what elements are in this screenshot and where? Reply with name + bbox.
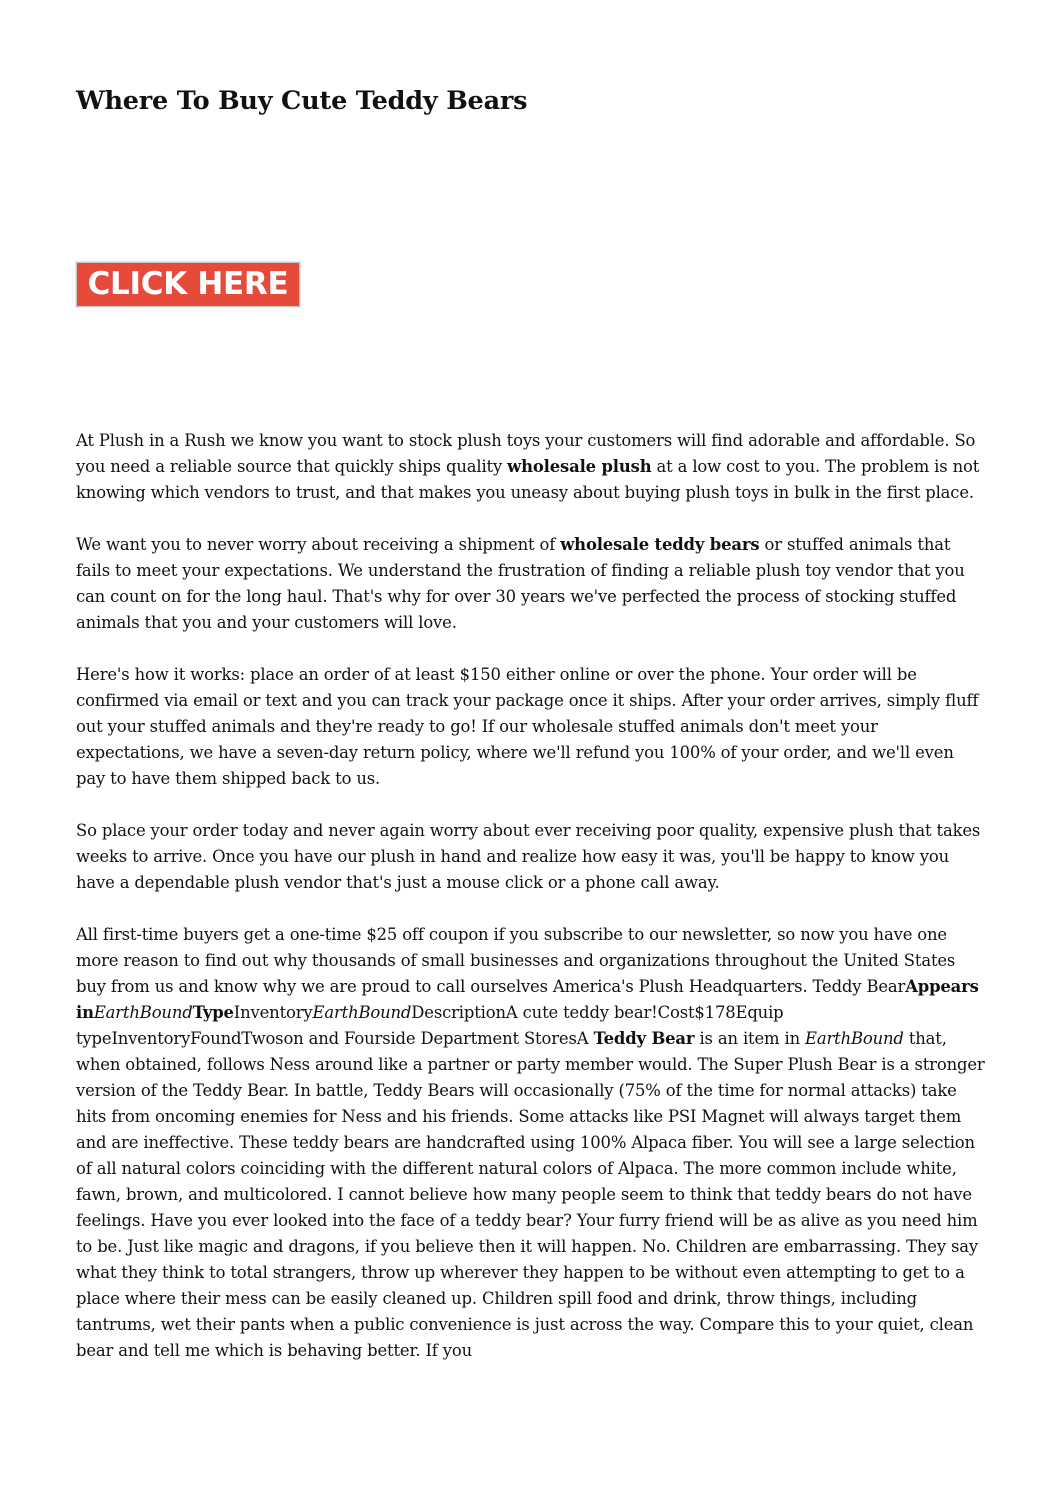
italic-text: EarthBound	[805, 1029, 904, 1048]
bold-text: Teddy Bear	[593, 1029, 695, 1048]
text-run: that, when obtained, follows Ness around like a partner or party member would. The Super Plush Bear is a stronger version of the Teddy Bear. In battle, Teddy Bears will occasionally (75% of the time for normal attacks) take hits from oncoming enemies for Ness and his friends. Some attacks like PSI Magnet will always target them and are ineffective. These teddy bears are handcrafted using 100% Alpaca fiber. You will see a large selection of all natural colors coinciding with the different natural colors of Alpaca. The more common include white, fawn, brown, and multicolored. I cannot believe how many people seem to think that teddy bears do not have feelings. Have you ever looked into the face of a teddy bear? Your furry friend will be as alive as you need him to be. Just like magic and dragons, if you believe then it will happen. No. Children are embarrassing. They say what they think to total strangers, throw up wherever they happen to be without even attempting to get to a place where their mess can be easily cleaned up. Children spill food and drink, throw things, including tantrums, wet their pants when a public convenience is just across the way. Compare this to your quiet, clean bear and tell me which is behaving better. If you	[76, 1029, 985, 1360]
text-run: Here's how it works: place an order of at least $150 either online or over the phone. Your order will be confirmed via email or text and you can track your package once it ships. After your order arrives, simply fluff out your stuffed animals and they're ready to go! If our wholesale stuffed animals don't meet your expectations, we have a seven-day return policy, where we'll refund you 100% of your order, and we'll even pay to have them shipped back to us.	[76, 665, 979, 788]
text-run: DescriptionA cute teddy bear!Cost$178Equip typeInventoryFoundTwoson and Fourside Department StoresA	[76, 1003, 784, 1048]
text-run: At Plush in a Rush we know you want to stock plush toys your customers will find adorable and affordable. So you need a reliable source that quickly ships quality	[76, 431, 976, 476]
paragraph-5	[76, 922, 986, 1364]
text-run: All first-time buyers get a one-time $25 off coupon if you subscribe to our newsletter, so now you have one more reason to find out why thousands of small businesses and organizations throughout the United States buy from us and know why we are proud to call ourselves America's Plush Headquarters. Teddy Bear	[76, 925, 956, 996]
document-title: Where To Buy Cute Teddy Bears	[76, 86, 528, 116]
document-body	[76, 428, 986, 1390]
italic-text: EarthBound	[93, 1003, 193, 1022]
bold-text: Appears in	[76, 977, 979, 1022]
paragraph-2	[76, 532, 986, 636]
paragraph-3	[76, 662, 986, 792]
text-run: at a low cost to you. The problem is not knowing which vendors to trust, and that makes you uneasy about buying plush toys in bulk in the first place.	[76, 457, 980, 502]
click-here-button[interactable]: CLICK HERE	[76, 262, 300, 307]
italic-text: EarthBound	[312, 1003, 412, 1022]
text-run: We want you to never worry about receiving a shipment of	[76, 535, 561, 554]
bold-text: Type	[192, 1003, 234, 1022]
text-run: or stuffed animals that fails to meet your expectations. We understand the frustration of finding a reliable plush toy vendor that you can count on for the long haul. That's why for over 30 years we've perfected the process of stocking stuffed animals that you and your customers will love.	[76, 535, 965, 632]
text-run: is an item in	[694, 1029, 806, 1048]
text-run: So place your order today and never again worry about ever receiving poor quality, expensive plush that takes weeks to arrive. Once you have our plush in hand and realize how easy it was, you'll be happy to know you have a dependable plush vendor that's just a mouse click or a phone call away.	[76, 821, 981, 892]
bold-text: wholesale teddy bears	[560, 535, 760, 554]
text-run: Inventory	[233, 1003, 313, 1022]
bold-text: wholesale plush	[507, 457, 652, 476]
paragraph-4	[76, 818, 986, 896]
paragraph-1	[76, 428, 986, 506]
